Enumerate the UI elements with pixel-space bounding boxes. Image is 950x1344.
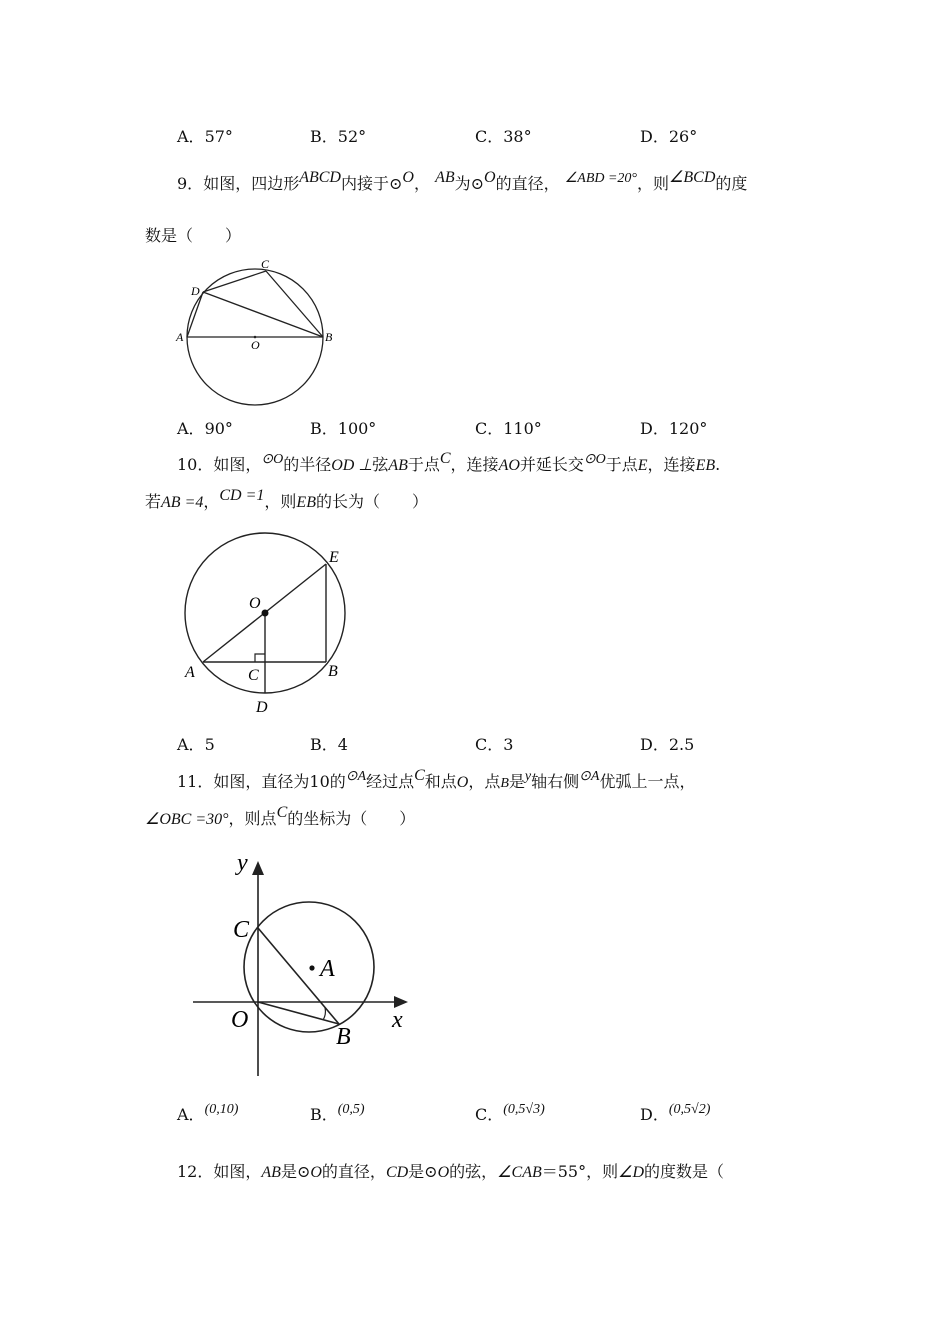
q10-option-b: B．4 [310, 735, 348, 754]
q9-option-b: B．100° [310, 419, 377, 438]
q10-label-o: O [249, 595, 261, 612]
q10-label-b: B [328, 663, 338, 680]
q11-option-d: D．(0,5√2) [640, 1102, 711, 1124]
q9-label-b: B [325, 330, 333, 344]
q11-stem-line1: 11．如图，直径为10的⊙A经过点C和点O，点B是y轴右侧⊙A优弧上一点， [177, 767, 696, 791]
q9-stem-line1: 9．如图，四边形ABCD内接于⊙O， AB为⊙O的直径， ∠ABD =20°，则∠BCD的度 [177, 169, 748, 193]
q10-option-a: A．5 [177, 735, 215, 754]
q11-label-a: A [320, 956, 335, 982]
q8-option-c: C．38° [475, 127, 532, 146]
q10-label-a: A [185, 664, 195, 681]
q11-circle-a [244, 902, 374, 1032]
q11-option-c: C．(0,5√3) [475, 1102, 545, 1124]
q10-stem-line1: 10．如图，⊙O的半径OD ⊥弦AB于点C，连接AO并延长交⊙O于点E，连接EB. [177, 450, 721, 474]
q10-option-d: D．2.5 [640, 735, 695, 754]
q9-option-a: A．90° [177, 419, 233, 438]
q10-stem-line2: 若AB =4，CD =1，则EB的长为（ ） [145, 487, 428, 511]
q9-label-d: D [191, 284, 200, 298]
q9-option-c: C．110° [475, 419, 542, 438]
q10-label-c: C [248, 667, 259, 684]
q11-option-b: B．(0,5) [310, 1102, 365, 1124]
q11-label-x: x [392, 1007, 403, 1033]
q11-label-b: B [336, 1024, 351, 1050]
q9-stem-line2: 数是（ ） [145, 226, 242, 245]
q11-option-a: A．(0,10) [177, 1102, 239, 1124]
q11-segment-ob [258, 1002, 339, 1024]
q11-center-dot [309, 965, 314, 970]
q9-label-a: A [176, 330, 184, 344]
q11-label-y: y [237, 850, 248, 876]
q11-y-axis-arrow-icon [252, 861, 264, 875]
q12-stem-line1: 12．如图，AB是⊙O的直径，CD是⊙O的弦，∠CAB＝55°，则∠D的度数是（ [177, 1162, 725, 1181]
q10-label-e: E [329, 549, 339, 566]
q11-stem-line2: ∠OBC =30°，则点C的坐标为（ ） [145, 804, 416, 828]
q11-label-c: C [233, 917, 250, 943]
q9-label-o: O [251, 338, 260, 352]
q9-label-c: C [261, 257, 270, 271]
q11-label-o: O [231, 1007, 249, 1033]
q10-label-d: D [256, 699, 268, 716]
q10-option-c: C．3 [475, 735, 514, 754]
q8-option-b: B．52° [310, 127, 367, 146]
q11-angle-mark [323, 1008, 325, 1020]
q9-option-d: D．120° [640, 419, 708, 438]
q8-option-a: A．57° [177, 127, 233, 146]
q8-option-d: D．26° [640, 127, 698, 146]
